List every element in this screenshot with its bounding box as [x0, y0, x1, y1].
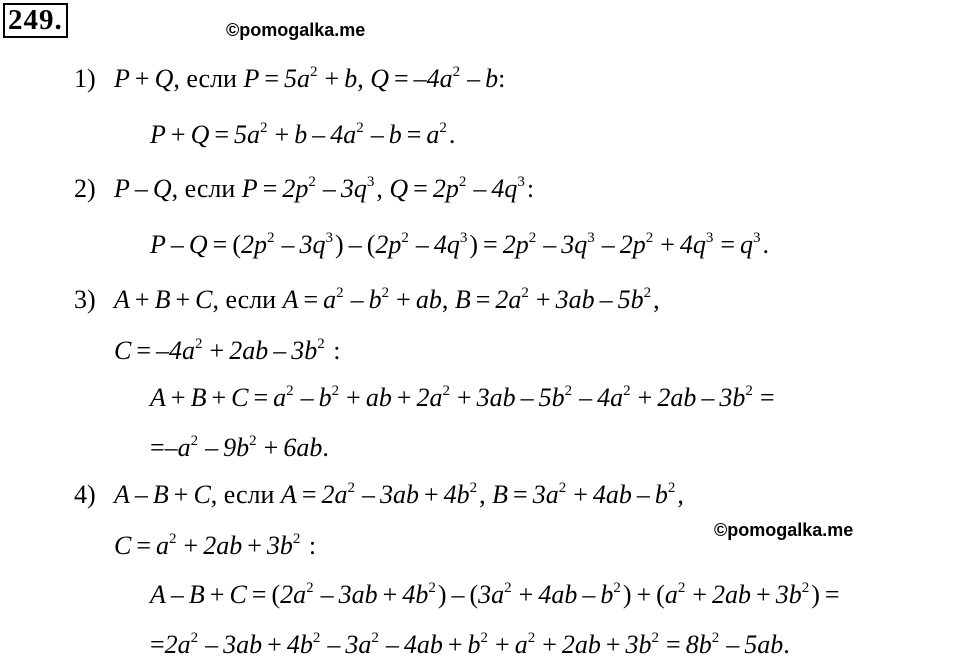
math-expression: $C = a^2 + 2ab + 3b^2$ : [114, 531, 317, 560]
math-expression: $P - Q = (2p^2 - 3q^3) - (2p^2 - 4q^3) = 2p^2 - 3q^3 - 2p^2 + 4q^3 = q^3$. [150, 230, 770, 259]
solution-line [150, 433, 329, 463]
solution-line [150, 120, 455, 150]
solution-line [114, 531, 316, 561]
math-expression: A + B + C, если $A = a^2 - b^2$ + ab, $B = 2a^2 + 3ab - 5b^2$, [114, 285, 660, 314]
math-expression: $=-a^2 - 9b^2 + 6ab$. [150, 433, 329, 462]
item-label: 4) [74, 480, 96, 509]
solution-line [74, 480, 684, 510]
solution-line [150, 580, 845, 610]
watermark: ©pomogalka.me [714, 520, 854, 540]
math-expression: A – B + C, если $A = 2a^2 - 3ab + 4b^2$, $B = 3a^2 + 4ab - b^2$, [114, 480, 684, 509]
problem-number: 249. [3, 3, 68, 38]
math-expression: $P + Q = 5a^2 + b - 4a^2 - b = a^2$. [150, 120, 456, 149]
solution-line [74, 174, 534, 204]
math-expression: $A + B + C = a^2 - b^2$ + ab + $2a^2 + 3ab - 5b^2 - 4a^2 + 2ab - 3b^2$ = [150, 383, 775, 412]
math-expression: $C = -4a^2 + 2ab - 3b^2$ : [114, 336, 341, 365]
solution-line [114, 336, 340, 366]
item-label: 2) [74, 174, 96, 203]
math-expression: $=2a^2 - 3ab + 4b^2 - 3a^2 - 4ab + b^2 + a^2 + 2ab + 3b^2 = 8b^2 - 5ab$. [150, 630, 790, 659]
math-expression: P – Q, если $P = 2p^2 - 3q^3$, $Q = 2p^2 - 4q^3$: [114, 174, 535, 203]
solution-line [150, 630, 790, 660]
item-label: 3) [74, 285, 96, 314]
watermark: ©pomogalka.me [226, 20, 366, 40]
item-label: 1) [74, 64, 96, 93]
math-expression: P + Q, если $P = 5a^2 + b$, $Q = -4a^2 - b$: [114, 64, 506, 93]
solution-line [150, 230, 769, 260]
math-expression: $A - B + C = (2a^2 - 3ab + 4b^2) - (3a^2 + 4ab - b^2) + (a^2 + 2ab + 3b^2)$ = [150, 580, 840, 609]
solution-line [150, 383, 780, 413]
solution-line [74, 64, 505, 94]
solution-line [74, 285, 660, 315]
